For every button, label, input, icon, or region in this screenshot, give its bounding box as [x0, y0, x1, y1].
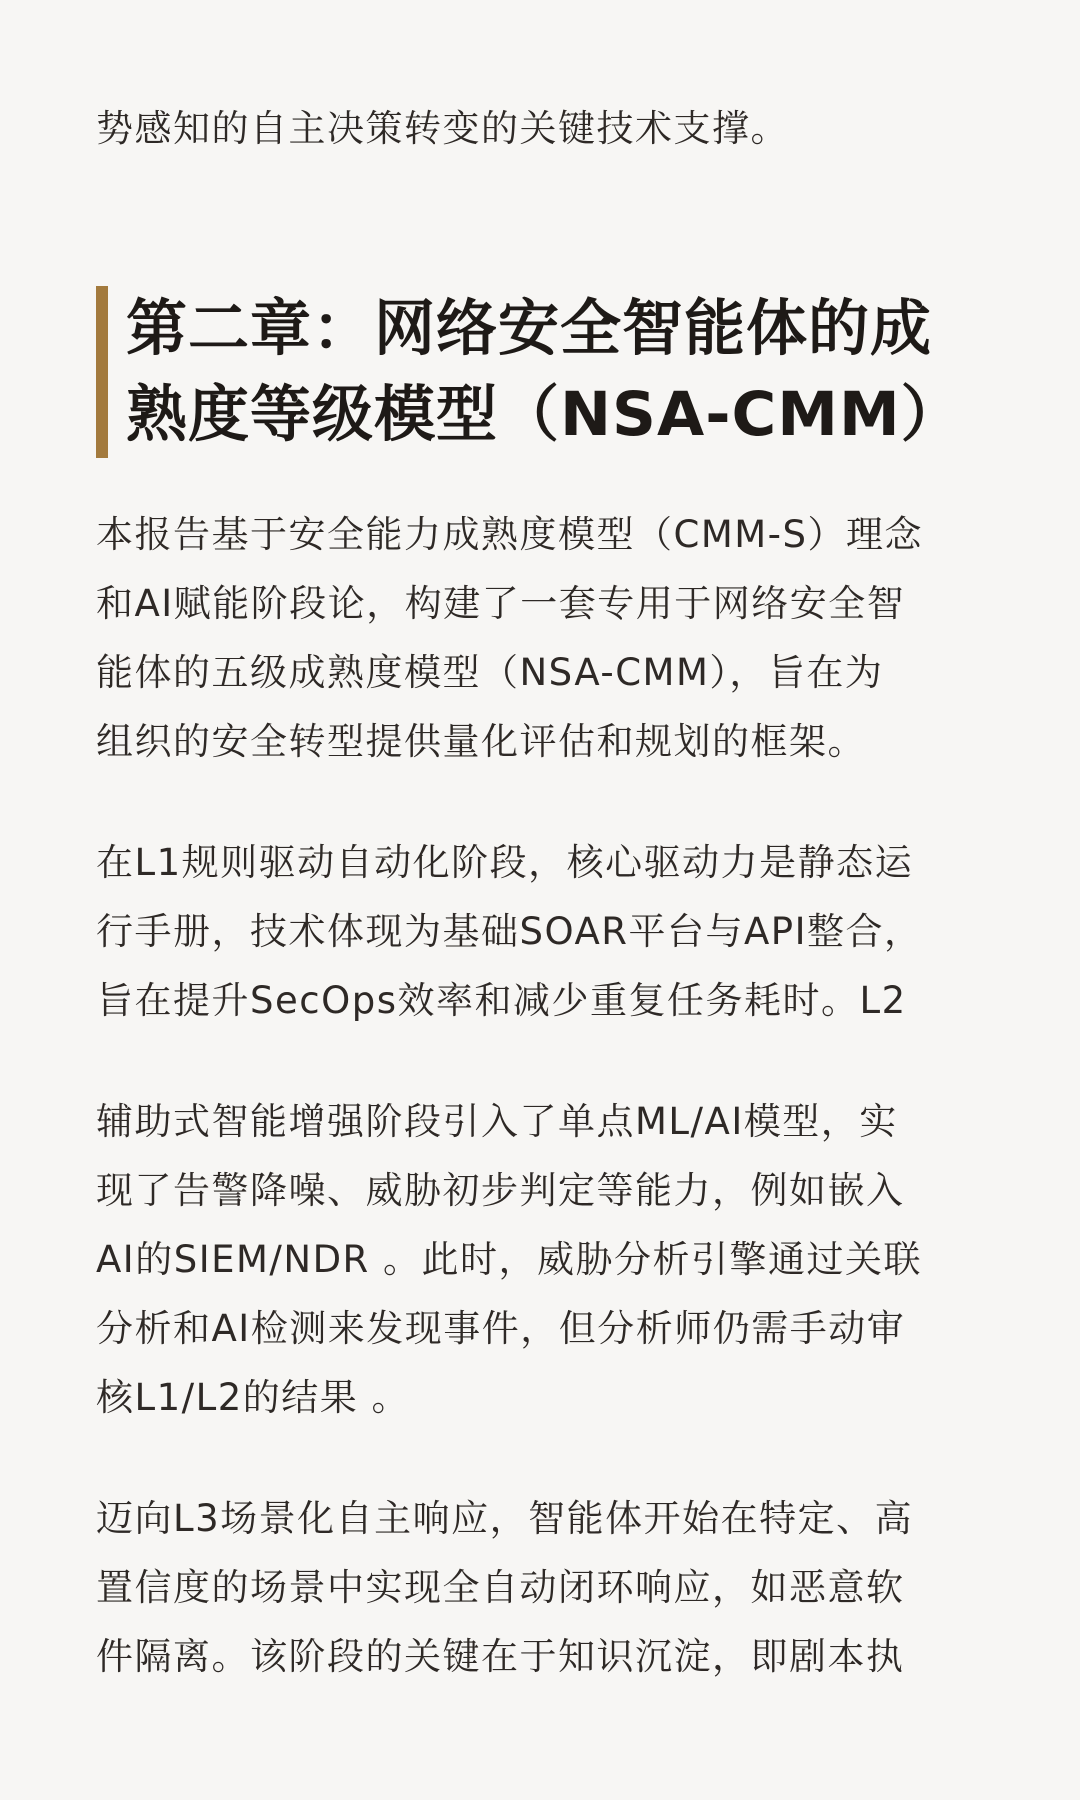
- paragraph-line: 件隔离。该阶段的关键在于知识沉淀，即剧本执: [96, 1635, 905, 1678]
- chapter-heading: [96, 286, 984, 458]
- paragraph-line: 核L1/L2的结果 。: [96, 1376, 411, 1419]
- chapter-title: [126, 286, 984, 458]
- chapter-title-line: 熟度等级模型（NSA-CMM）: [126, 379, 963, 450]
- paragraph-line: 迈向L3场景化自主响应，智能体开始在特定、高: [96, 1497, 914, 1540]
- body-paragraph-model-overview: [96, 500, 923, 776]
- paragraph-line: 和AI赋能阶段论，构建了一套专用于网络安全智: [96, 582, 906, 625]
- paragraph-line: 分析和AI检测来发现事件，但分析师仍需手动审: [96, 1307, 906, 1350]
- paragraph-line: 势感知的自主决策转变的关键技术支撑。: [96, 107, 789, 150]
- paragraph-line: 行手册，技术体现为基础SOAR平台与API整合，: [96, 910, 923, 953]
- paragraph-line: AI的SIEM/NDR 。此时，威胁分析引擎通过关联: [96, 1238, 923, 1281]
- paragraph-line: 置信度的场景中实现全自动闭环响应，如恶意软: [96, 1566, 905, 1609]
- intro-paragraph: [96, 94, 789, 163]
- paragraph-line: 组织的安全转型提供量化评估和规划的框架。: [96, 720, 866, 763]
- paragraph-line: 现了告警降噪、威胁初步判定等能力，例如嵌入: [96, 1169, 905, 1212]
- paragraph-line: 能体的五级成熟度模型（NSA-CMM），旨在为: [96, 651, 884, 694]
- paragraph-line: 在L1规则驱动自动化阶段，核心驱动力是静态运: [96, 841, 914, 884]
- body-paragraph-l3: [96, 1484, 913, 1691]
- body-paragraph-l2: [96, 1087, 922, 1432]
- paragraph-line: 旨在提升SecOps效率和减少重复任务耗时。L2: [96, 979, 907, 1022]
- body-paragraph-l1: [96, 828, 923, 1035]
- chapter-title-line: 第二章：网络安全智能体的成: [126, 293, 933, 364]
- paragraph-line: 本报告基于安全能力成熟度模型（CMM-S）理念: [96, 513, 924, 556]
- paragraph-line: 辅助式智能增强阶段引入了单点ML/AI模型，实: [96, 1100, 898, 1143]
